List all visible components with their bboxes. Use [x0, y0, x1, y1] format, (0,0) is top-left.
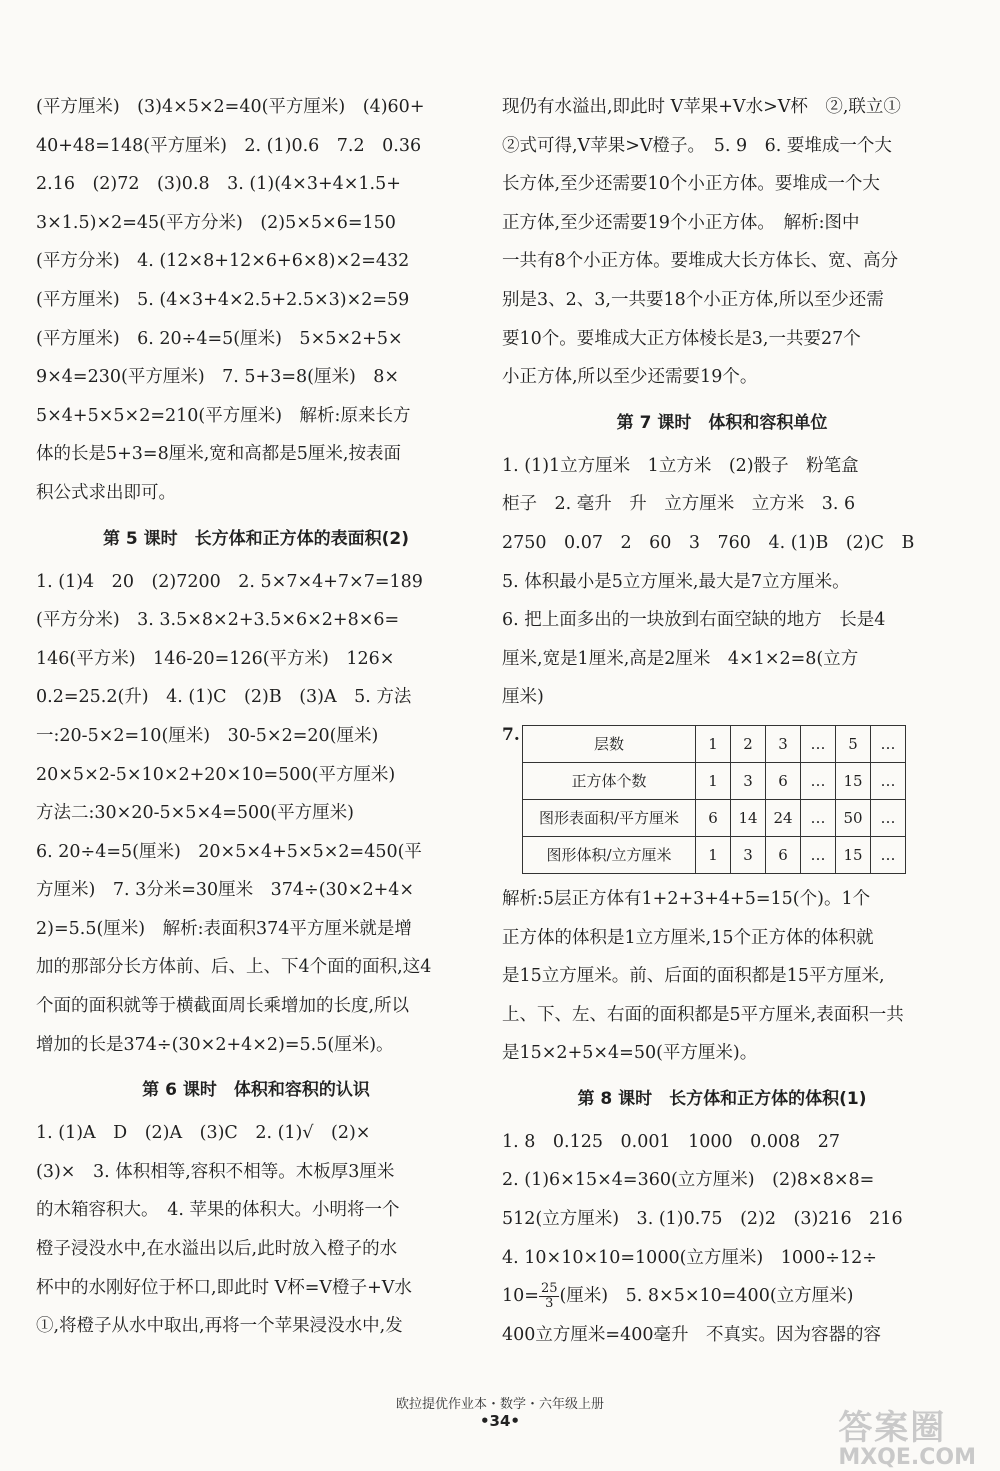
answer-table — [522, 725, 906, 874]
table-analysis-line: 是15立方厘米。前、后面的面积都是15平方厘米, — [502, 966, 885, 987]
lesson5-line: 一:20-5×2=10(厘米) 30-5×2=20(厘米) — [36, 725, 379, 746]
lesson5-line: 146(平方米) 146-20=126(平方米) 126× — [36, 648, 395, 669]
left-intro-line: (平方厘米) (3)4×5×2=40(平方厘米) (4)60+ — [36, 97, 425, 117]
table-cell: 2 — [731, 725, 766, 762]
lesson5-line: 6. 20÷4=5(厘米) 20×5×4+5×5×2=450(平 — [36, 841, 422, 862]
watermark — [838, 1400, 976, 1470]
footer-book-title: 欧拉提优作业本・数学・六年级上册 — [395, 1397, 604, 1412]
right-intro-line: 一共有8个小正方体。要堆成大长方体长、宽、高分 — [502, 251, 899, 272]
table-cell: 3 — [731, 836, 766, 873]
table-analysis-line: 正方体的体积是1立方厘米,15个正方体的体积就 — [502, 927, 874, 948]
lesson7-line: 柜子 2. 毫升 升 立方厘米 立方米 3. 6 — [502, 494, 856, 515]
lesson7-line: 1. (1)1立方厘米 1立方米 (2)骰子 粉笔盒 — [502, 455, 859, 476]
lesson7-title: 第 7 课时 体积和容积单位 — [616, 412, 828, 433]
left-intro-block — [36, 88, 476, 513]
left-intro-line: 9×4=230(平方厘米) 7. 5+3=8(厘米) 8× — [36, 367, 400, 388]
lesson8-block — [502, 1123, 942, 1277]
table-row-label: 图形表面积/平方厘米 — [523, 799, 696, 836]
lesson5-line: 方法二:30×20-5×5×4=500(平方厘米) — [36, 803, 354, 824]
left-intro-line: 2.16 (2)72 (3)0.8 3. (1)(4×3+4×1.5+ — [36, 174, 401, 195]
table-cell: 6 — [766, 762, 801, 799]
lesson5-line: 2)=5.5(厘米) 解析:表面积374平方厘米就是增 — [36, 918, 412, 939]
left-intro-line: 积公式求出即可。 — [36, 482, 176, 503]
right-intro-line: ②式可得,V苹果>V橙子。 5. 9 6. 要堆成一个大 — [502, 135, 892, 156]
lesson8-line: 512(立方厘米) 3. (1)0.75 (2)2 (3)216 216 — [502, 1209, 903, 1230]
lesson8-line: 4. 10×10×10=1000(立方厘米) 1000÷12÷ — [502, 1247, 877, 1268]
last-line: 400立方厘米=400毫升 不真实。因为容器的容 — [502, 1324, 881, 1345]
lesson8-title: 第 8 课时 长方体和正方体的体积(1) — [577, 1088, 867, 1109]
table-number: 7. — [502, 724, 520, 745]
lesson7-line: 厘米) — [502, 687, 544, 708]
right-intro-line: 长方体,至少还需要10个小正方体。要堆成一个大 — [502, 174, 880, 195]
table-row-label: 图形体积/立方厘米 — [523, 836, 696, 873]
table-cell: … — [801, 762, 836, 799]
table-cell: … — [871, 836, 906, 873]
left-intro-line: 体的长是5+3=8厘米,宽和高都是5厘米,按表面 — [36, 444, 401, 465]
lesson7-line: 厘米,宽是1厘米,高是2厘米 4×1×2=8(立方 — [502, 648, 859, 669]
table-cell: 1 — [696, 725, 731, 762]
table-cell: … — [871, 799, 906, 836]
lesson5-line: 增加的长是374÷(30×2+4×2)=5.5(厘米)。 — [36, 1034, 394, 1055]
lesson6-title: 第 6 课时 体积和容积的认识 — [142, 1080, 370, 1101]
table-row — [523, 762, 906, 799]
lesson5-line: 0.2=25.2(升) 4. (1)C (2)B (3)A 5. 方法 — [36, 687, 412, 708]
table-cell: 5 — [836, 725, 871, 762]
table-cell: … — [801, 836, 836, 873]
lesson6-line: ①,将橙子从水中取出,再将一个苹果浸没水中,发 — [36, 1316, 403, 1337]
watermark-logo: 答案圈 — [838, 1408, 947, 1448]
lesson5-line: 个面的面积就等于横截面周长乘增加的长度,所以 — [36, 996, 410, 1017]
left-intro-line: 40+48=148(平方厘米) 2. (1)0.6 7.2 0.36 — [36, 135, 422, 156]
table-cell: 15 — [836, 836, 871, 873]
right-intro-line: 现仍有水溢出,即此时 V苹果+V水>V杯 ②,联立① — [502, 97, 901, 117]
table-cell: … — [801, 725, 836, 762]
right-column — [502, 88, 942, 1354]
table-cell: 3 — [766, 725, 801, 762]
fraction-numerator: 25 — [540, 1281, 558, 1297]
lesson6-line: 杯中的水刚好位于杯口,即此时 V杯=V橙子+V水 — [36, 1277, 412, 1298]
table-row — [523, 836, 906, 873]
left-intro-line: (平方厘米) 6. 20÷4=5(厘米) 5×5×2+5× — [36, 328, 403, 349]
table-analysis-line: 解析:5层正方体有1+2+3+4+5=15(个)。1个 — [502, 888, 871, 909]
table-cell: 6 — [766, 836, 801, 873]
lesson5-block — [36, 563, 476, 1065]
table-cell: 15 — [836, 762, 871, 799]
table-row — [523, 725, 906, 762]
lesson8-line: 2. (1)6×15×4=360(立方厘米) (2)8×8×8= — [502, 1170, 875, 1191]
lesson6-line: (3)× 3. 体积相等,容积不相等。木板厚3厘米 — [36, 1161, 395, 1182]
lesson6-line: 1. (1)A D (2)A (3)C 2. (1)√ (2)× — [36, 1123, 371, 1144]
lesson7-line: 2750 0.07 2 60 3 760 4. (1)B (2)C B — [502, 532, 915, 553]
fraction-suffix: (厘米) 5. 8×5×10=400(立方厘米) — [559, 1286, 854, 1307]
answer-table-block — [502, 725, 942, 874]
lesson8-line: 1. 8 0.125 0.001 1000 0.008 27 — [502, 1131, 840, 1152]
lesson5-line: 20×5×2-5×10×2+20×10=500(平方厘米) — [36, 764, 396, 785]
table-row-label: 层数 — [523, 725, 696, 762]
table-analysis-line: 上、下、左、右面的面积都是5平方厘米,表面积一共 — [502, 1004, 904, 1025]
lesson7-line: 5. 体积最小是5立方厘米,最大是7立方厘米。 — [502, 571, 850, 592]
fraction-prefix: 10= — [502, 1286, 539, 1307]
table-cell: 6 — [696, 799, 731, 836]
fraction-denominator: 3 — [545, 1296, 554, 1312]
table-cell: 3 — [731, 762, 766, 799]
table-cell: 24 — [766, 799, 801, 836]
lesson7-line: 6. 把上面多出的一块放到右面空缺的地方 长是4 — [502, 610, 886, 631]
lesson5-line: 加的那部分长方体前、后、上、下4个面的面积,这4 — [36, 957, 432, 978]
table-cell: 1 — [696, 836, 731, 873]
table-cell: … — [801, 799, 836, 836]
watermark-url: MXQE.COM — [838, 1445, 976, 1470]
right-intro-block — [502, 88, 942, 397]
lesson6-block — [36, 1114, 476, 1346]
lesson6-line: 橙子浸没水中,在水溢出以后,此时放入橙子的水 — [36, 1239, 398, 1260]
left-intro-line: 3×1.5)×2=45(平方分米) (2)5×5×6=150 — [36, 212, 396, 233]
table-cell: 50 — [836, 799, 871, 836]
lesson5-title: 第 5 课时 长方体和正方体的表面积(2) — [102, 528, 410, 549]
table-analysis-line: 是15×2+5×4=50(平方厘米)。 — [502, 1043, 758, 1064]
table-cell: … — [871, 725, 906, 762]
left-intro-line: (平方分米) 4. (12×8+12×6+6×8)×2=432 — [36, 251, 410, 272]
right-intro-line: 正方体,至少还需要19个小正方体。 解析:图中 — [502, 212, 860, 233]
left-intro-line: (平方厘米) 5. (4×3+4×2.5+2.5×3)×2=59 — [36, 289, 410, 310]
right-intro-line: 小正方体,所以至少还需要19个。 — [502, 367, 758, 388]
fraction-line — [502, 1277, 942, 1316]
table-cell: 14 — [731, 799, 766, 836]
lesson5-line: 方厘米) 7. 3分米=30厘米 374÷(30×2+4× — [36, 880, 415, 901]
left-intro-line: 5×4+5×5×2=210(平方厘米) 解析:原来长方 — [36, 405, 411, 426]
lesson7-block — [502, 447, 942, 717]
lesson5-line: 1. (1)4 20 (2)7200 2. 5×7×4+7×7=189 — [36, 571, 423, 592]
table-cell: 1 — [696, 762, 731, 799]
table-row — [523, 799, 906, 836]
fraction — [539, 1282, 560, 1311]
table-row-label: 正方体个数 — [523, 762, 696, 799]
lesson5-line: (平方分米) 3. 3.5×8×2+3.5×6×2+8×6= — [36, 610, 400, 631]
page-number: •34• — [479, 1412, 521, 1430]
right-intro-line: 要10个。要堆成大正方体棱长是3,一共要27个 — [502, 328, 861, 349]
left-column — [36, 88, 476, 1346]
table-analysis-block — [502, 880, 942, 1073]
table-cell: … — [871, 762, 906, 799]
lesson6-line: 的木箱容积大。 4. 苹果的体积大。小明将一个 — [36, 1200, 400, 1221]
right-intro-line: 别是3、2、3,一共要18个小正方体,所以至少还需 — [502, 289, 884, 310]
